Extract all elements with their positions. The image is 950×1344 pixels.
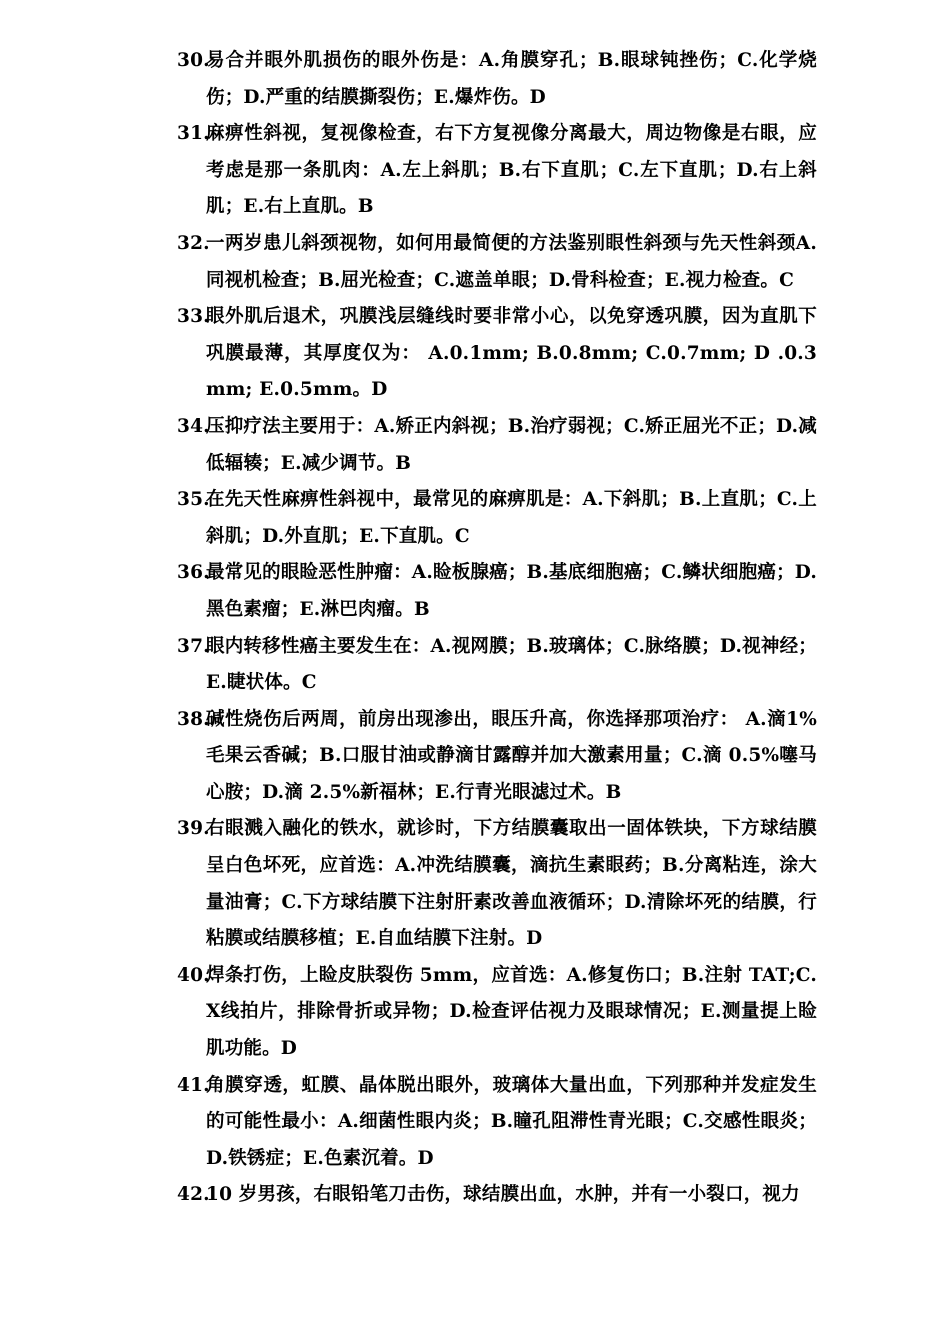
- question-number: 30.: [177, 50, 210, 71]
- question-38: [177, 702, 817, 812]
- question-text: 压抑疗法主要用于：A.矫正内斜视；B.治疗弱视；C.矫正屈光不正；D.减低辐辏；E.减少调节。B: [206, 415, 817, 474]
- question-text: 焊条打伤，上睑皮肤裂伤 5mm，应首选：A.修复伤口；B.注射 TAT;C.X线拍片，排除骨折或异物；D.检查评估视力及眼球情况；E.测量提上睑肌功能。D: [206, 964, 817, 1060]
- question-42: [177, 1177, 817, 1214]
- question-36: [177, 555, 817, 628]
- question-33: [177, 299, 817, 409]
- question-30: [177, 43, 817, 116]
- question-number: 31.: [177, 123, 210, 145]
- question-number: 39.: [177, 818, 210, 840]
- question-number: 34.: [177, 415, 210, 437]
- question-number: 38.: [177, 708, 210, 730]
- question-text: 最常见的眼睑恶性肿瘤：A.睑板腺癌；B.基底细胞癌；C.鳞状细胞癌；D.黑色素瘤；E.淋巴肉瘤。B: [206, 562, 817, 620]
- question-text: 10 岁男孩，右眼铅笔刀击伤，球结膜出血，水肿，并有一小裂口，视力: [206, 1184, 800, 1206]
- question-text: 一两岁患儿斜颈视物，如何用最简便的方法鉴别眼性斜颈与先天性斜颈A.同视机检查；B.屈光检查；C.遮盖单眼；D.骨科检查；E.视力检查。C: [206, 232, 817, 291]
- question-number: 37.: [177, 635, 210, 657]
- question-number: 42.: [177, 1184, 210, 1206]
- question-number: 41.: [177, 1074, 210, 1096]
- question-number: 36.: [177, 562, 210, 584]
- question-text: 角膜穿透，虹膜、晶体脱出眼外，玻璃体大量出血，下列那种并发症发生的可能性最小：A.细菌性眼内炎；B.瞳孔阻滞性青光眼；C.交感性眼炎；D.铁锈症；E.色素沉着。D: [206, 1074, 817, 1169]
- question-text: 眼外肌后退术，巩膜浅层缝线时要非常小心，以免穿透巩膜，因为直肌下巩膜最薄，其厚度仅为： A.0.1mm; B.0.8mm; C.0.7mm; D .0.3mm; E.0.5mm。D: [206, 306, 817, 401]
- question-35: [177, 482, 817, 555]
- question-number: 40.: [177, 964, 210, 986]
- question-number: 32.: [177, 232, 210, 254]
- question-text: 易合并眼外肌损伤的眼外伤是：A.角膜穿孔；B.眼球钝挫伤；C.化学烧伤；D.严重的结膜撕裂伤；E.爆炸伤。D: [206, 50, 817, 108]
- question-34: [177, 409, 817, 482]
- question-32: [177, 226, 817, 299]
- question-40: [177, 958, 817, 1068]
- question-number: 33.: [177, 306, 210, 328]
- question-31: [177, 116, 817, 226]
- question-number: 35.: [177, 489, 210, 511]
- question-text: 右眼溅入融化的铁水，就诊时，下方结膜囊取出一固体铁块，下方球结膜呈白色坏死，应首选：A.冲洗结膜囊，滴抗生素眼药；B.分离粘连，涂大量油膏；C.下方球结膜下注射肝素改善血液循环；D.清除坏死的结膜，行粘膜或结膜移植；E.自血结膜下注射。D: [206, 818, 817, 950]
- question-list: [177, 43, 817, 1214]
- question-41: [177, 1068, 817, 1178]
- question-text: 碱性烧伤后两周，前房出现渗出，眼压升高，你选择那项治疗： A.滴1%毛果云香碱；B.口服甘油或静滴甘露醇并加大激素用量；C.滴 0.5%噻马心胺；D.滴 2.5%新福林；E.行青光眼滤过术。B: [206, 708, 817, 803]
- question-text: 在先天性麻痹性斜视中，最常见的麻痹肌是：A.下斜肌；B.上直肌；C.上斜肌；D.外直肌；E.下直肌。C: [206, 489, 817, 547]
- question-37: [177, 629, 817, 702]
- question-39: [177, 811, 817, 957]
- question-text: 眼内转移性癌主要发生在：A.视网膜；B.玻璃体；C.脉络膜；D.视神经；E.睫状体。C: [206, 635, 817, 694]
- question-text: 麻痹性斜视，复视像检查，右下方复视像分离最大，周边物像是右眼，应考虑是那一条肌肉：A.左上斜肌；B.右下直肌；C.左下直肌；D.右上斜肌；E.右上直肌。B: [206, 123, 817, 218]
